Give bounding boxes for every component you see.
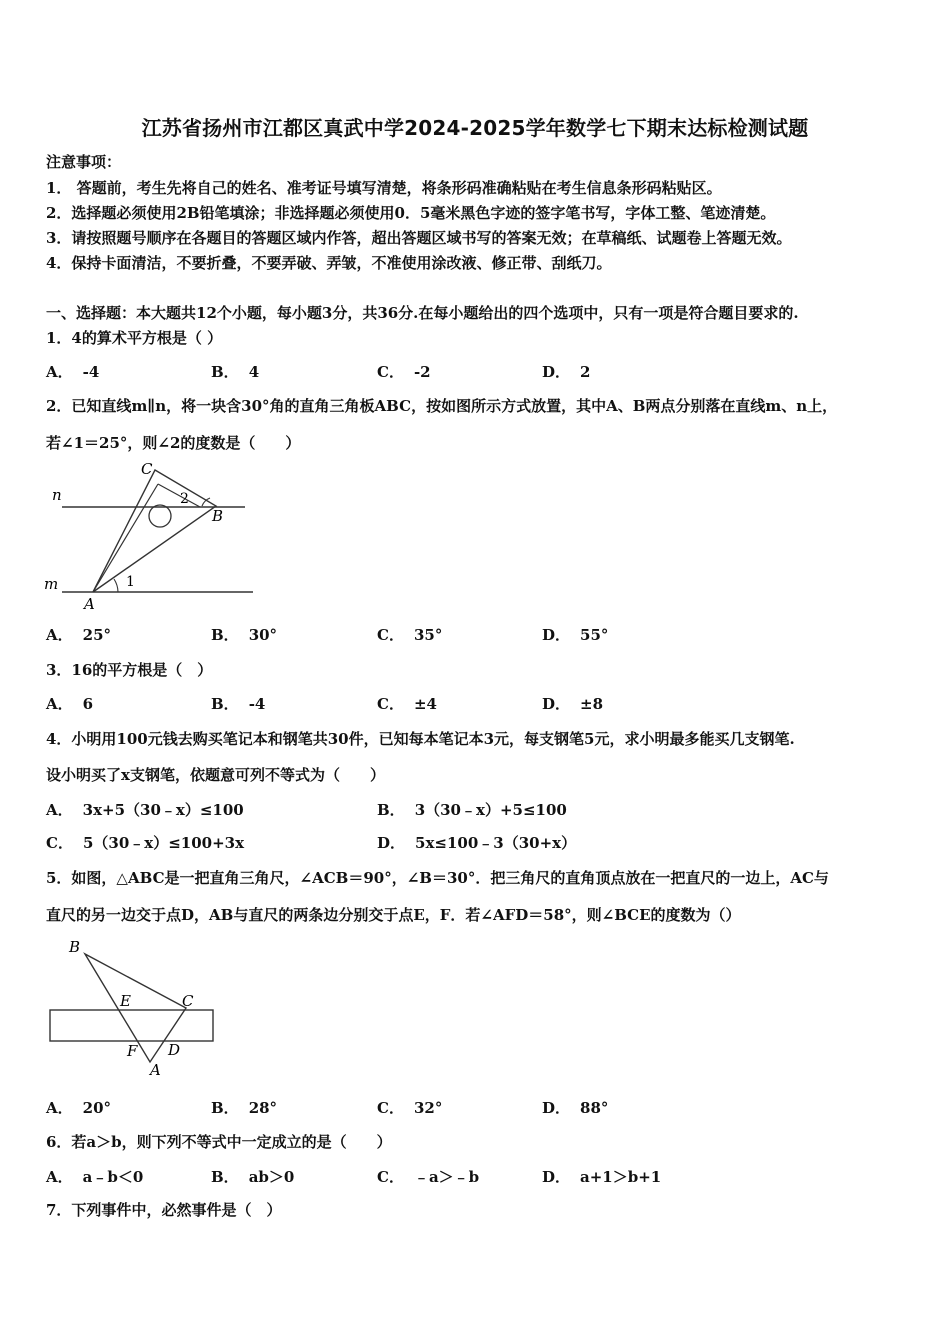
notice-item: 2．选择题必须使用2B铅笔填涂；非选择题必须使用0．5毫米黑色字迹的签字笔书写，字体工整、笔迹清楚。 (46, 204, 776, 222)
triangle-inner-edge (158, 484, 200, 507)
notice-heading: 注意事项： (46, 153, 122, 171)
label-b: B (69, 938, 81, 956)
question-7-stem: 7．下列事件中，必然事件是（ ） (46, 1201, 282, 1219)
q4-option-b: B． 3（30﹣x）+5≤100 (377, 801, 567, 819)
q3-option-d: D． ±8 (542, 695, 604, 713)
q4-option-c: C． 5（30﹣x）≤100+3x (46, 834, 245, 852)
q6-option-b: B． ab＞0 (211, 1168, 295, 1186)
angle-1-arc (114, 579, 118, 592)
question-4-stem-cont: 设小明买了x支钢笔，依题意可列不等式为（ ） (46, 766, 385, 784)
label-a: A (84, 595, 95, 613)
q5-option-a: A． 20° (46, 1099, 112, 1117)
question-2-stem-cont: 若∠1＝25°，则∠2的度数是（ ） (46, 434, 301, 452)
q2-option-b: B． 30° (211, 626, 278, 644)
question-1-stem: 1．4的算术平方根是（ ） (46, 329, 223, 347)
notice-item: 4．保持卡面清洁，不要折叠，不要弄破、弄皱，不准使用涂改液、修正带、刮纸刀。 (46, 254, 612, 272)
q5-option-b: B． 28° (211, 1099, 278, 1117)
triangle-hole (149, 505, 171, 527)
page-title: 江苏省扬州市江都区真武中学2024-2025学年数学七下期末达标检测试题 (141, 116, 809, 140)
label-c: C (141, 460, 153, 478)
triangle-abc (93, 470, 216, 592)
q1-option-b: B． 4 (211, 363, 260, 381)
q6-option-a: A． a﹣b＜0 (46, 1168, 144, 1186)
q3-option-a: A． 6 (46, 695, 94, 713)
q3-option-b: B． -4 (211, 695, 266, 713)
q5-option-c: C． 32° (377, 1099, 443, 1117)
section-heading: 一、选择题：本大题共12个小题，每小题3分，共36分.在每小题给出的四个选项中，只有一项是符合题目要求的. (46, 304, 799, 322)
label-2: 2 (180, 491, 189, 507)
label-d: D (168, 1041, 181, 1059)
label-c: C (182, 992, 194, 1010)
question-5-stem-cont: 直尺的另一边交于点D，AB与直尺的两条边分别交于点E，F．若∠AFD＝58°，则∠BCE的度数为（） (46, 906, 741, 924)
notice-item: 1． 答题前，考生先将自己的姓名、准考证号填写清楚，将条形码准确粘贴在考生信息条形码粘贴区。 (46, 179, 722, 197)
q3-option-c: C． ±4 (377, 695, 437, 713)
q5-figure (40, 932, 225, 1082)
q4-option-a: A． 3x+5（30﹣x）≤100 (46, 801, 244, 819)
question-5-stem: 5．如图，△ABC是一把直角三角尺，∠ACB＝90°，∠B＝30°．把三角尺的直角顶点放在一把直尺的一边上，AC与 (46, 869, 829, 887)
q1-option-d: D． 2 (542, 363, 591, 381)
notice-item: 3．请按照题号顺序在各题目的答题区域内作答，超出答题区域书写的答案无效；在草稿纸、试题卷上答题无效。 (46, 229, 792, 247)
label-e: E (120, 992, 131, 1010)
ruler (50, 1010, 213, 1041)
q6-option-c: C． ﹣a＞﹣b (377, 1168, 480, 1186)
q1-option-c: C． -2 (377, 363, 431, 381)
label-m: m (44, 575, 59, 593)
q4-option-d: D． 5x≤100﹣3（30+x） (377, 834, 577, 852)
q2-option-c: C． 35° (377, 626, 443, 644)
question-6-stem: 6．若a＞b，则下列不等式中一定成立的是（ ） (46, 1133, 392, 1151)
label-b: B (212, 507, 224, 525)
q2-option-d: D． 55° (542, 626, 609, 644)
label-n: n (52, 486, 62, 504)
label-f: F (127, 1042, 138, 1060)
question-2-stem: 2．已知直线m∥n，将一块含30°角的直角三角板ABC，按如图所示方式放置，其中A、B两点分别落在直线m、n上， (46, 397, 838, 415)
q1-option-a: A． -4 (46, 363, 100, 381)
q2-option-a: A． 25° (46, 626, 112, 644)
label-a: A (150, 1061, 161, 1079)
q6-option-d: D． a+1＞b+1 (542, 1168, 662, 1186)
question-3-stem: 3．16的平方根是（ ） (46, 661, 213, 679)
q2-figure (40, 458, 260, 613)
q5-option-d: D． 88° (542, 1099, 609, 1117)
label-1: 1 (126, 574, 135, 590)
question-4-stem: 4．小明用100元钱去购买笔记本和钢笔共30件，已知每本笔记本3元，每支钢笔5元，求小明最多能买几支钢笔. (46, 730, 795, 748)
